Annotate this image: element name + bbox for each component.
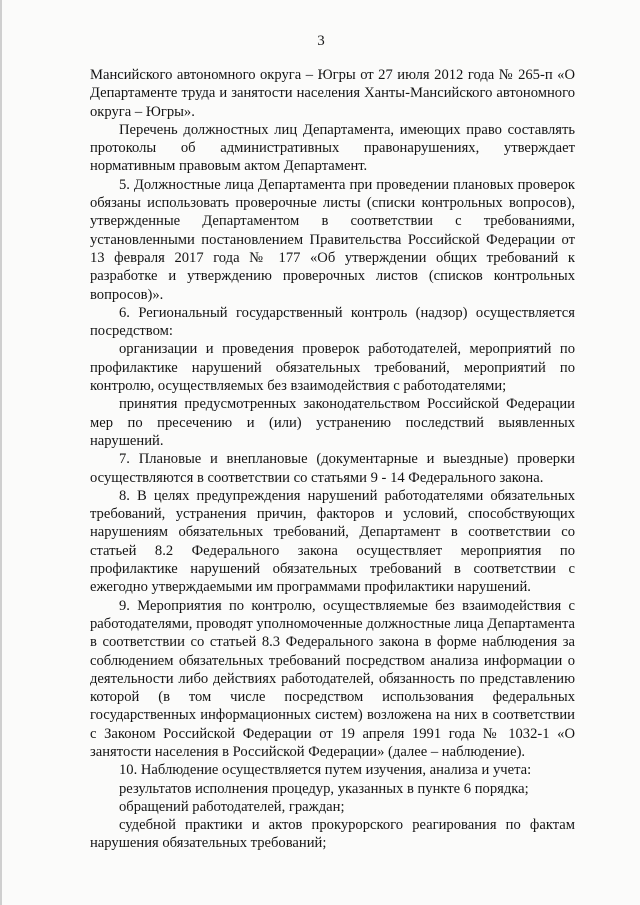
paragraph: Мансийского автономного округа – Югры от 27 июля 2012 года № 265-п «О Департаменте труда и занятости населения Ханты-Мансийского автономного округа – Югры». — [90, 67, 575, 120]
paragraph: обращений работодателей, граждан; — [119, 798, 345, 815]
paragraph: Перечень должностных лиц Департамента, имеющих право составлять протоколы об административных правонарушениях, утверждает нормативным правовым актом Департамент. — [90, 121, 575, 175]
paragraph: организации и проведения проверок работодателей, мероприятий по профилактике нарушений обязательных требований, мероприятий по контролю, осуществляемых без взаимодействия с работодателями; — [90, 341, 575, 395]
paragraph: результатов исполнения процедур, указанных в пункте 6 порядка; — [119, 780, 529, 797]
page-number: 3 — [317, 33, 325, 49]
paragraph: 9. Мероприятия по контролю, осуществляемые без взаимодействия с работодателями, проводят уполномоченные должностные лица Департамента в соответствии со статьей 8.3 Федерального закона в форме наблюдения за соблюдением обязательных требований посредством анализа информации о деятельности либо действиях работодателей, обязанность по представлению которой (в том числе посредством использования федеральных государственных информационных систем) возложена на них в соответствии с Законом Российской Федерации от 19 апреля 1991 года № 1032-1 «О занятости населения в Российской Федерации» (далее – наблюдение). — [90, 597, 575, 760]
paragraph: 5. Должностные лица Департамента при проведении плановых проверок обязаны использовать проверочные листы (списки контрольных вопросов), утвержденные Департаментом в соответствии с требованиями, установленными постановлением Правительства Российской Федерации от 13 февраля 2017 года № 177 «Об утверждении общих требований к разработке и утверждению проверочных листов (списков контрольных вопросов)». — [90, 176, 575, 303]
paragraph: 7. Плановые и внеплановые (документарные и выездные) проверки осуществляются в соответствии со статьями 9 - 14 Федерального закона. — [90, 451, 575, 486]
document-body — [90, 66, 575, 853]
paragraph: принятия предусмотренных законодательством Российской Федерации мер по пресечению и (или) устранению последствий выявленных нарушений. — [90, 396, 575, 449]
paragraph: 6. Региональный государственный контроль (надзор) осуществляется посредством: — [90, 304, 575, 340]
paragraph: 8. В целях предупреждения нарушений работодателями обязательных требований, устранения причин, факторов и условий, способствующих нарушениям обязательных требований, Департамент в соответствии со статьей 8.2 Федерального закона осуществляет мероприятия по профилактике нарушений обязательных требований в соответствии с ежегодно утверждаемыми им программами профилактики нарушений. — [90, 487, 575, 596]
paragraph: судебной практики и актов прокурорского реагирования по фактам нарушения обязательных требований; — [90, 817, 575, 852]
paragraph: 10. Наблюдение осуществляется путем изучения, анализа и учета: — [119, 762, 532, 779]
